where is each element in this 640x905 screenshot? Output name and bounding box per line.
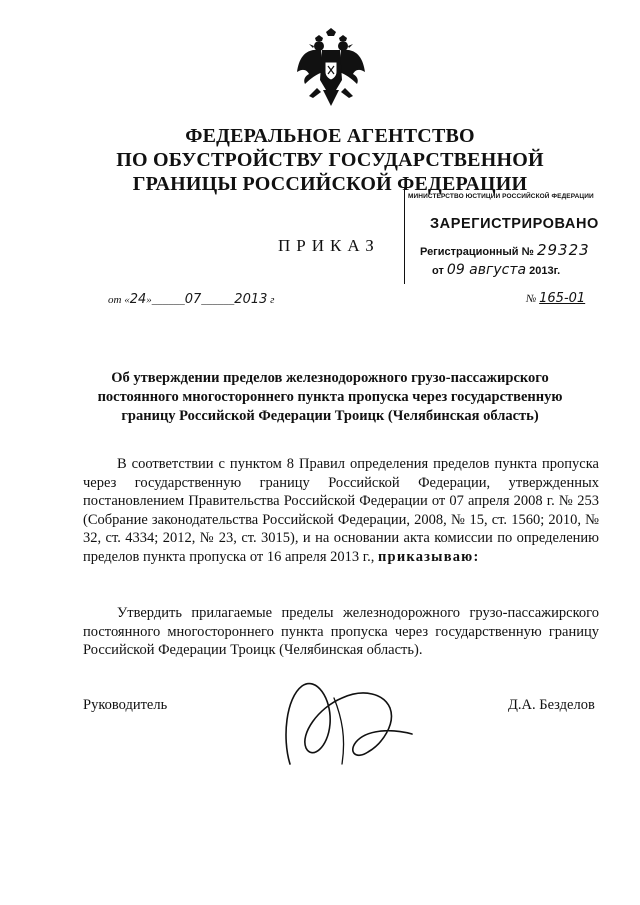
signature-position: Руководитель	[83, 697, 168, 713]
stamp-regnum-label: Регистрационный №	[420, 246, 534, 258]
order-date-suffix: г	[270, 294, 275, 306]
stamp-regnum-value: 29323	[536, 241, 590, 259]
para1-text: В соответствии с пунктом 8 Правил определения пределов пункта пропуска через государственную границу Российской Федерации, утвержденных постановлением Правительства Российской Федерации от 07 апреля 2008 г. № 253 (Собрание законодательства Российской Федерации, 2008, № 15, ст. 1560; 2010, № 32, ст. 4334; 2012, № 23, ст. 3015), и на основании акта комиссии по определению пределов пункта пропуска от 16 апреля 2013 г.,	[83, 456, 599, 565]
order-number-prefix: №	[526, 293, 537, 305]
para1-directive: приказываю:	[378, 548, 480, 565]
stamp-date-year: 2013	[529, 265, 554, 277]
stamp-registration-number	[420, 241, 590, 259]
order-date-month: 07	[184, 292, 202, 307]
order-date: от «24»______07______2013 г	[108, 292, 275, 307]
order-date-year: 2013	[234, 292, 268, 307]
stamp-date-suffix: г.	[553, 265, 561, 277]
subject-line-3: границу Российской Федерации Троицк (Челябинская область)	[121, 408, 539, 424]
body-paragraph-2: Утвердить прилагаемые пределы железнодорожного грузо-пассажирского постоянного многостороннего пункта пропуска через государственную границу Российской Федерации Троицк (Челябинская область).	[83, 605, 599, 659]
order-number-value: 165-01	[539, 291, 586, 306]
order-date-day: 24	[129, 292, 147, 307]
agency-name-line-1: ФЕДЕРАЛЬНОЕ АГЕНТСТВО	[185, 125, 475, 147]
agency-name-line-2: ПО ОБУСТРОЙСТВУ ГОСУДАРСТВЕННОЙ	[116, 149, 544, 171]
stamp-date-label: от	[432, 265, 444, 277]
order-date-prefix: от «	[108, 294, 130, 306]
order-number	[526, 291, 585, 306]
stamp-registered-label: ЗАРЕГИСТРИРОВАНО	[430, 216, 599, 232]
stamp-date	[432, 262, 560, 278]
coat-of-arms-emblem	[295, 28, 367, 110]
body-paragraph-1	[83, 455, 599, 567]
subject-line-1: Об утверждении пределов железнодорожного грузо-пассажирского	[111, 370, 549, 386]
agency-name-line-3: ГРАНИЦЫ РОССИЙСКОЙ ФЕДЕРАЦИИ	[132, 173, 528, 195]
order-date-close-quote: »	[146, 294, 152, 306]
subject-line-2: постоянного многостороннего пункта пропуска через государственную	[97, 389, 563, 405]
stamp-ministry: МИНИСТЕРСТВО ЮСТИЦИИ РОССИЙСКОЙ ФЕДЕРАЦИИ	[408, 193, 594, 200]
order-title: ПРИКАЗ	[278, 236, 380, 255]
stamp-date-value: 09 августа	[446, 262, 527, 278]
signature-name: Д.А. Безделов	[508, 697, 595, 713]
handwritten-signature	[272, 668, 420, 772]
